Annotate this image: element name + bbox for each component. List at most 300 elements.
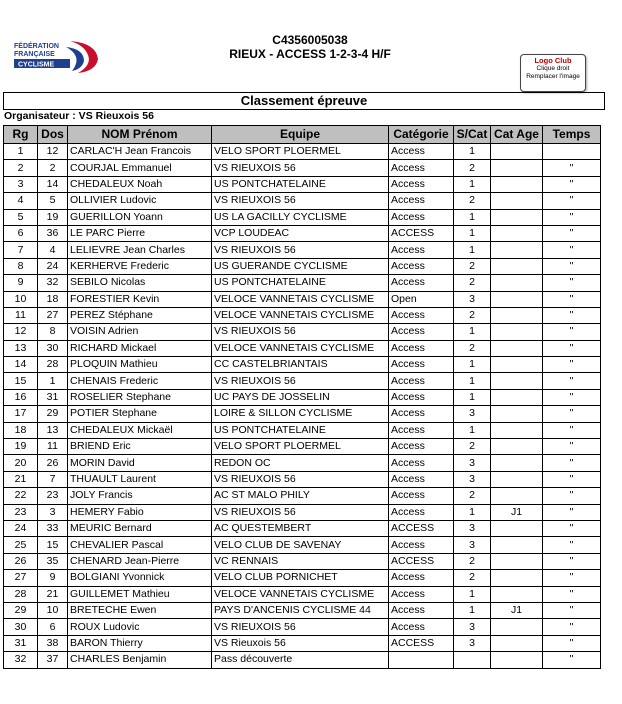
cell-time: "	[543, 242, 601, 258]
cell-name: GUILLEMET Mathieu	[68, 586, 212, 602]
cell-team: US PONTCHATELAINE	[212, 422, 389, 438]
table-row	[4, 406, 601, 422]
cell-rank: 25	[4, 537, 38, 553]
cell-rank: 29	[4, 602, 38, 618]
col-header-bib[interactable]: Dos	[38, 126, 68, 144]
cell-rank: 18	[4, 422, 38, 438]
cell-rank: 30	[4, 619, 38, 635]
cell-category: ACCESS	[389, 225, 454, 241]
cell-age-category	[491, 209, 543, 225]
cell-bib: 12	[38, 144, 68, 160]
table-row	[4, 570, 601, 586]
cell-bib: 4	[38, 242, 68, 258]
cell-age-category	[491, 422, 543, 438]
cell-name: CHEDALEUX Noah	[68, 176, 212, 192]
col-header-category[interactable]: Catégorie	[389, 126, 454, 144]
cell-subcategory: 3	[454, 471, 491, 487]
table-row	[4, 652, 601, 668]
cell-age-category	[491, 291, 543, 307]
cell-team: VS RIEUXOIS 56	[212, 242, 389, 258]
cell-bib: 21	[38, 586, 68, 602]
cell-rank: 6	[4, 225, 38, 241]
cell-team: VS RIEUXOIS 56	[212, 504, 389, 520]
cell-name: BARON Thierry	[68, 635, 212, 651]
cell-time: "	[543, 209, 601, 225]
cell-bib: 18	[38, 291, 68, 307]
cell-team: VS RIEUXOIS 56	[212, 324, 389, 340]
cell-category: Access	[389, 471, 454, 487]
cell-age-category	[491, 570, 543, 586]
cell-bib: 11	[38, 439, 68, 455]
cell-rank: 31	[4, 635, 38, 651]
cell-name: MORIN David	[68, 455, 212, 471]
table-row	[4, 619, 601, 635]
cell-rank: 11	[4, 307, 38, 323]
cell-category: Access	[389, 570, 454, 586]
cell-subcategory: 2	[454, 258, 491, 274]
col-header-rank[interactable]: Rg	[4, 126, 38, 144]
cell-bib: 5	[38, 193, 68, 209]
event-title: RIEUX - ACCESS 1-2-3-4 H/F	[229, 47, 391, 61]
club-logo-title: Logo Club	[534, 56, 572, 65]
cell-age-category	[491, 488, 543, 504]
cell-subcategory	[454, 652, 491, 668]
cell-name: CHARLES Benjamin	[68, 652, 212, 668]
cell-bib: 13	[38, 422, 68, 438]
organizer-label: Organisateur : VS Rieuxois 56	[4, 110, 154, 122]
table-row	[4, 602, 601, 618]
table-row	[4, 258, 601, 274]
cell-age-category	[491, 619, 543, 635]
table-row	[4, 471, 601, 487]
cell-name: CHENARD Jean-Pierre	[68, 553, 212, 569]
cell-age-category	[491, 389, 543, 405]
cell-rank: 24	[4, 520, 38, 536]
cell-rank: 13	[4, 340, 38, 356]
table-row	[4, 160, 601, 176]
cell-rank: 20	[4, 455, 38, 471]
table-row	[4, 242, 601, 258]
cell-category: Access	[389, 504, 454, 520]
cell-bib: 1	[38, 373, 68, 389]
club-logo-hint2: Remplacer l'image	[526, 73, 580, 80]
cell-time: "	[543, 275, 601, 291]
cell-rank: 22	[4, 488, 38, 504]
table-row	[4, 504, 601, 520]
cell-team: VS RIEUXOIS 56	[212, 373, 389, 389]
cell-age-category	[491, 160, 543, 176]
cell-rank: 21	[4, 471, 38, 487]
cell-team: US LA GACILLY CYCLISME	[212, 209, 389, 225]
cell-rank: 8	[4, 258, 38, 274]
cell-subcategory: 2	[454, 488, 491, 504]
cell-time: "	[543, 291, 601, 307]
cell-subcategory: 2	[454, 340, 491, 356]
cell-name: SEBILO Nicolas	[68, 275, 212, 291]
cell-time: "	[543, 160, 601, 176]
col-header-team[interactable]: Equipe	[212, 126, 389, 144]
cell-rank: 19	[4, 439, 38, 455]
cell-category: Access	[389, 357, 454, 373]
cell-name: COURJAL Emmanuel	[68, 160, 212, 176]
cell-category: Access	[389, 439, 454, 455]
cell-rank: 10	[4, 291, 38, 307]
cell-subcategory: 1	[454, 422, 491, 438]
cell-age-category: J1	[491, 504, 543, 520]
cell-age-category	[491, 340, 543, 356]
table-header-row	[4, 126, 601, 144]
cell-subcategory: 3	[454, 635, 491, 651]
cell-team: VELO CLUB PORNICHET	[212, 570, 389, 586]
cell-team: REDON OC	[212, 455, 389, 471]
cell-team: CC CASTELBRIANTAIS	[212, 357, 389, 373]
results-banner: Classement épreuve	[3, 92, 605, 110]
cell-age-category	[491, 307, 543, 323]
cell-category: Access	[389, 389, 454, 405]
cell-time: "	[543, 439, 601, 455]
col-header-age-category[interactable]: Cat Age	[491, 126, 543, 144]
cell-bib: 7	[38, 471, 68, 487]
cell-subcategory: 1	[454, 225, 491, 241]
cell-age-category	[491, 176, 543, 192]
cell-category: Access	[389, 455, 454, 471]
cell-subcategory: 1	[454, 602, 491, 618]
cell-team: VELOCE VANNETAIS CYCLISME	[212, 307, 389, 323]
cell-bib: 31	[38, 389, 68, 405]
cell-name: FORESTIER Kevin	[68, 291, 212, 307]
cell-bib: 29	[38, 406, 68, 422]
cell-bib: 6	[38, 619, 68, 635]
cell-bib: 19	[38, 209, 68, 225]
cell-age-category	[491, 258, 543, 274]
table-row	[4, 176, 601, 192]
table-row	[4, 291, 601, 307]
cell-bib: 35	[38, 553, 68, 569]
cell-team: VELOCE VANNETAIS CYCLISME	[212, 586, 389, 602]
cell-name: KERHERVE Frederic	[68, 258, 212, 274]
cell-bib: 3	[38, 504, 68, 520]
cell-name: CHENAIS Frederic	[68, 373, 212, 389]
cell-team: PAYS D'ANCENIS CYCLISME 44	[212, 602, 389, 618]
cell-time: "	[543, 488, 601, 504]
cell-name: LE PARC Pierre	[68, 225, 212, 241]
ffc-logo	[12, 37, 102, 77]
cell-bib: 36	[38, 225, 68, 241]
cell-age-category	[491, 324, 543, 340]
cell-subcategory: 1	[454, 389, 491, 405]
cell-name: JOLY Francis	[68, 488, 212, 504]
cell-bib: 23	[38, 488, 68, 504]
cell-time: "	[543, 537, 601, 553]
table-row	[4, 357, 601, 373]
cell-age-category	[491, 406, 543, 422]
cell-age-category	[491, 193, 543, 209]
cell-rank: 28	[4, 586, 38, 602]
cell-subcategory: 2	[454, 439, 491, 455]
cell-age-category	[491, 652, 543, 668]
cell-team: VCP LOUDEAC	[212, 225, 389, 241]
cell-category: ACCESS	[389, 553, 454, 569]
cell-bib: 2	[38, 160, 68, 176]
cell-time: "	[543, 324, 601, 340]
cell-time: "	[543, 455, 601, 471]
cell-time: "	[543, 258, 601, 274]
cell-rank: 17	[4, 406, 38, 422]
cell-rank: 15	[4, 373, 38, 389]
cell-category: Access	[389, 586, 454, 602]
table-row	[4, 439, 601, 455]
cell-name: BRIEND Eric	[68, 439, 212, 455]
cell-name: POTIER Stephane	[68, 406, 212, 422]
cell-bib: 28	[38, 357, 68, 373]
cell-name: GUERILLON Yoann	[68, 209, 212, 225]
cell-bib: 15	[38, 537, 68, 553]
cell-team: VS RIEUXOIS 56	[212, 471, 389, 487]
cell-rank: 27	[4, 570, 38, 586]
cell-subcategory: 1	[454, 209, 491, 225]
cell-rank: 1	[4, 144, 38, 160]
ffc-logo-line1: FÉDÉRATION	[14, 43, 59, 50]
cell-subcategory: 2	[454, 193, 491, 209]
cell-rank: 3	[4, 176, 38, 192]
cell-age-category	[491, 373, 543, 389]
table-row	[4, 635, 601, 651]
cell-team: LOIRE & SILLON CYCLISME	[212, 406, 389, 422]
cell-time: "	[543, 357, 601, 373]
col-header-time[interactable]: Temps	[543, 126, 601, 144]
cell-name: CHEVALIER Pascal	[68, 537, 212, 553]
cell-category: Access	[389, 258, 454, 274]
event-code: C4356005038	[272, 33, 348, 47]
table-row	[4, 520, 601, 536]
cell-team: VELOCE VANNETAIS CYCLISME	[212, 291, 389, 307]
cell-name: RICHARD Mickael	[68, 340, 212, 356]
cell-bib: 38	[38, 635, 68, 651]
cell-time: "	[543, 373, 601, 389]
cell-category: ACCESS	[389, 635, 454, 651]
table-row	[4, 488, 601, 504]
cell-bib: 30	[38, 340, 68, 356]
cell-rank: 12	[4, 324, 38, 340]
table-row	[4, 307, 601, 323]
cell-category: Access	[389, 373, 454, 389]
results-body	[4, 144, 601, 669]
cell-category: Access	[389, 602, 454, 618]
cell-age-category	[491, 242, 543, 258]
cell-team: VS RIEUXOIS 56	[212, 193, 389, 209]
cell-name: CARLAC'H Jean Francois	[68, 144, 212, 160]
cell-age-category	[491, 586, 543, 602]
col-header-subcategory[interactable]: S/Cat	[454, 126, 491, 144]
cell-rank: 2	[4, 160, 38, 176]
cell-subcategory: 1	[454, 176, 491, 192]
cell-subcategory: 2	[454, 553, 491, 569]
cell-team: US PONTCHATELAINE	[212, 275, 389, 291]
cell-bib: 33	[38, 520, 68, 536]
cell-time: "	[543, 471, 601, 487]
cell-bib: 24	[38, 258, 68, 274]
cell-rank: 5	[4, 209, 38, 225]
cell-rank: 32	[4, 652, 38, 668]
cell-bib: 37	[38, 652, 68, 668]
cell-time: "	[543, 553, 601, 569]
cell-category: ACCESS	[389, 520, 454, 536]
table-row	[4, 340, 601, 356]
ffc-logo-line3: CYCLISME	[18, 61, 55, 69]
cell-time: "	[543, 406, 601, 422]
cell-rank: 7	[4, 242, 38, 258]
cell-age-category	[491, 537, 543, 553]
table-row	[4, 275, 601, 291]
cell-age-category	[491, 439, 543, 455]
document-header	[160, 33, 460, 61]
club-logo-hint1: Clique droit	[536, 65, 570, 72]
cell-subcategory: 1	[454, 144, 491, 160]
cell-time: "	[543, 652, 601, 668]
cell-subcategory: 2	[454, 307, 491, 323]
cell-time: "	[543, 619, 601, 635]
cell-category: Access	[389, 537, 454, 553]
cell-age-category	[491, 275, 543, 291]
cell-time: "	[543, 225, 601, 241]
cell-category: Access	[389, 619, 454, 635]
cell-bib: 32	[38, 275, 68, 291]
cell-name: LELIEVRE Jean Charles	[68, 242, 212, 258]
cell-time: "	[543, 602, 601, 618]
cell-time: "	[543, 307, 601, 323]
cell-category: Access	[389, 307, 454, 323]
cell-team: VS Rieuxois 56	[212, 635, 389, 651]
cell-category: Access	[389, 340, 454, 356]
ffc-logo-line2: FRANÇAISE	[14, 51, 55, 58]
cell-name: VOISIN Adrien	[68, 324, 212, 340]
cell-age-category	[491, 225, 543, 241]
cell-time: "	[543, 389, 601, 405]
cell-subcategory: 1	[454, 324, 491, 340]
cell-name: PLOQUIN Mathieu	[68, 357, 212, 373]
cell-name: OLLIVIER Ludovic	[68, 193, 212, 209]
cell-category: Access	[389, 193, 454, 209]
cell-team: VELO SPORT PLOERMEL	[212, 144, 389, 160]
cell-team: VS RIEUXOIS 56	[212, 160, 389, 176]
cell-subcategory: 1	[454, 357, 491, 373]
cell-name: PEREZ Stéphane	[68, 307, 212, 323]
table-row	[4, 324, 601, 340]
cell-team: US GUERANDE CYCLISME	[212, 258, 389, 274]
cell-subcategory: 1	[454, 586, 491, 602]
cell-bib: 9	[38, 570, 68, 586]
cell-time: "	[543, 340, 601, 356]
cell-team: Pass découverte	[212, 652, 389, 668]
cell-subcategory: 1	[454, 242, 491, 258]
cell-age-category: J1	[491, 602, 543, 618]
cell-time	[543, 144, 601, 160]
cell-subcategory: 3	[454, 455, 491, 471]
cell-name: BRETECHE Ewen	[68, 602, 212, 618]
cell-bib: 27	[38, 307, 68, 323]
cell-subcategory: 2	[454, 570, 491, 586]
table-row	[4, 537, 601, 553]
cell-bib: 10	[38, 602, 68, 618]
cell-subcategory: 3	[454, 406, 491, 422]
table-row	[4, 209, 601, 225]
cell-subcategory: 3	[454, 537, 491, 553]
cell-name: ROUX Ludovic	[68, 619, 212, 635]
cell-category: Access	[389, 275, 454, 291]
cell-age-category	[491, 471, 543, 487]
cell-age-category	[491, 553, 543, 569]
cell-category: Access	[389, 160, 454, 176]
cell-name: ROSELIER Stephane	[68, 389, 212, 405]
cell-subcategory: 3	[454, 619, 491, 635]
cell-category: Access	[389, 242, 454, 258]
cell-time: "	[543, 422, 601, 438]
cell-subcategory: 2	[454, 160, 491, 176]
cell-category: Access	[389, 144, 454, 160]
cell-rank: 16	[4, 389, 38, 405]
table-row	[4, 193, 601, 209]
table-row	[4, 225, 601, 241]
cell-age-category	[491, 144, 543, 160]
cell-time: "	[543, 570, 601, 586]
cell-age-category	[491, 635, 543, 651]
cell-team: UC PAYS DE JOSSELIN	[212, 389, 389, 405]
cell-subcategory: 3	[454, 291, 491, 307]
cell-team: VELOCE VANNETAIS CYCLISME	[212, 340, 389, 356]
cell-rank: 14	[4, 357, 38, 373]
cell-category: Open	[389, 291, 454, 307]
table-row	[4, 586, 601, 602]
cell-name: THUAULT Laurent	[68, 471, 212, 487]
cell-name: MEURIC Bernard	[68, 520, 212, 536]
cell-rank: 4	[4, 193, 38, 209]
cell-subcategory: 1	[454, 504, 491, 520]
table-row	[4, 422, 601, 438]
cell-category: Access	[389, 406, 454, 422]
cell-age-category	[491, 520, 543, 536]
cell-time: "	[543, 193, 601, 209]
col-header-name[interactable]: NOM Prénom	[68, 126, 212, 144]
cell-time: "	[543, 586, 601, 602]
cell-team: VS RIEUXOIS 56	[212, 619, 389, 635]
cell-team: VELO CLUB DE SAVENAY	[212, 537, 389, 553]
cell-subcategory: 3	[454, 520, 491, 536]
cell-time: "	[543, 176, 601, 192]
results-table	[3, 125, 601, 669]
cell-category: Access	[389, 209, 454, 225]
ffc-logo-graphic	[12, 37, 102, 77]
cell-category: Access	[389, 324, 454, 340]
cell-bib: 14	[38, 176, 68, 192]
cell-time: "	[543, 635, 601, 651]
cell-category	[389, 652, 454, 668]
cell-subcategory: 1	[454, 373, 491, 389]
cell-team: AC ST MALO PHILY	[212, 488, 389, 504]
table-row	[4, 553, 601, 569]
cell-age-category	[491, 357, 543, 373]
cell-team: US PONTCHATELAINE	[212, 176, 389, 192]
table-row	[4, 455, 601, 471]
club-logo-placeholder[interactable]	[520, 54, 586, 92]
table-row	[4, 144, 601, 160]
cell-category: Access	[389, 176, 454, 192]
cell-category: Access	[389, 488, 454, 504]
table-row	[4, 389, 601, 405]
cell-name: HEMERY Fabio	[68, 504, 212, 520]
cell-team: VC RENNAIS	[212, 553, 389, 569]
cell-name: BOLGIANI Yvonnick	[68, 570, 212, 586]
cell-team: AC QUESTEMBERT	[212, 520, 389, 536]
